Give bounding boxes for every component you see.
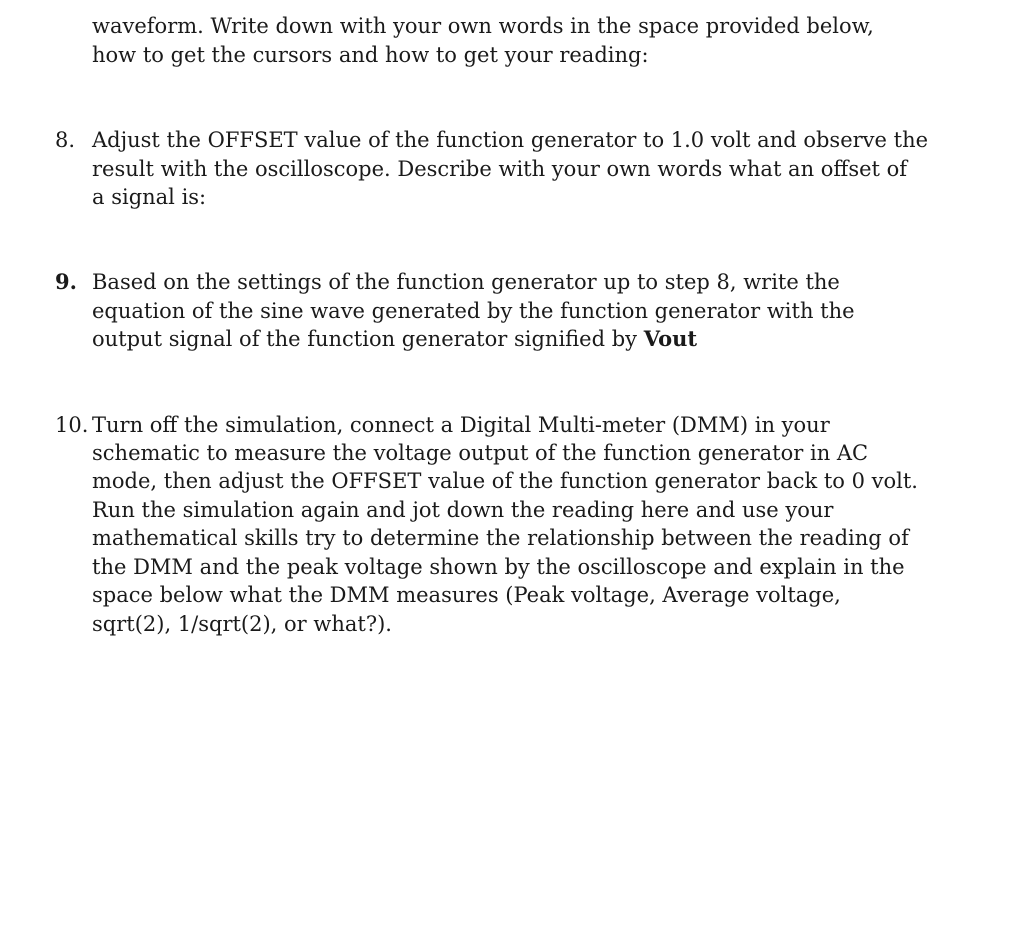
item-9-line-2: equation of the sine wave generated by the function generator with the bbox=[92, 299, 855, 323]
item-8-line-1: Adjust the OFFSET value of the function generator to 1.0 volt and observe the bbox=[92, 128, 929, 152]
item-9-line-3-text: output signal of the function generator signified by bbox=[92, 327, 644, 351]
item-10-line-5: mathematical skills try to determine the relationship between the reading of bbox=[92, 526, 909, 550]
item-8-line-3: a signal is: bbox=[92, 185, 207, 209]
item-10-line-2: schematic to measure the voltage output of the function generator in AC bbox=[92, 441, 869, 465]
item-10-line-3: mode, then adjust the OFFSET value of the function generator back to 0 volt. bbox=[92, 469, 918, 493]
item-10-line-6: the DMM and the peak voltage shown by the oscilloscope and explain in the bbox=[92, 555, 905, 579]
item-10-line-1: Turn off the simulation, connect a Digital Multi-meter (DMM) in your bbox=[92, 413, 830, 437]
item-9-line-1: Based on the settings of the function generator up to step 8, write the bbox=[92, 270, 840, 294]
vout-term: Vout bbox=[643, 326, 698, 351]
item-10-line-4: Run the simulation again and jot down the reading here and use your bbox=[92, 498, 834, 522]
item-8-number: 8. bbox=[55, 128, 76, 152]
item-10-line-7: space below what the DMM measures (Peak voltage, Average voltage, bbox=[92, 583, 841, 607]
item-10-number: 10. bbox=[55, 413, 89, 437]
intro-line-1: waveform. Write down with your own words in the space provided below, bbox=[92, 14, 874, 38]
item-9-number: 9. bbox=[55, 269, 77, 294]
item-9-line-3 bbox=[92, 325, 697, 354]
item-10-line-8: sqrt(2), 1/sqrt(2), or what?). bbox=[92, 612, 392, 636]
intro-line-2: how to get the cursors and how to get your reading: bbox=[92, 43, 649, 67]
item-8-line-2: result with the oscilloscope. Describe with your own words what an offset of bbox=[92, 157, 908, 181]
